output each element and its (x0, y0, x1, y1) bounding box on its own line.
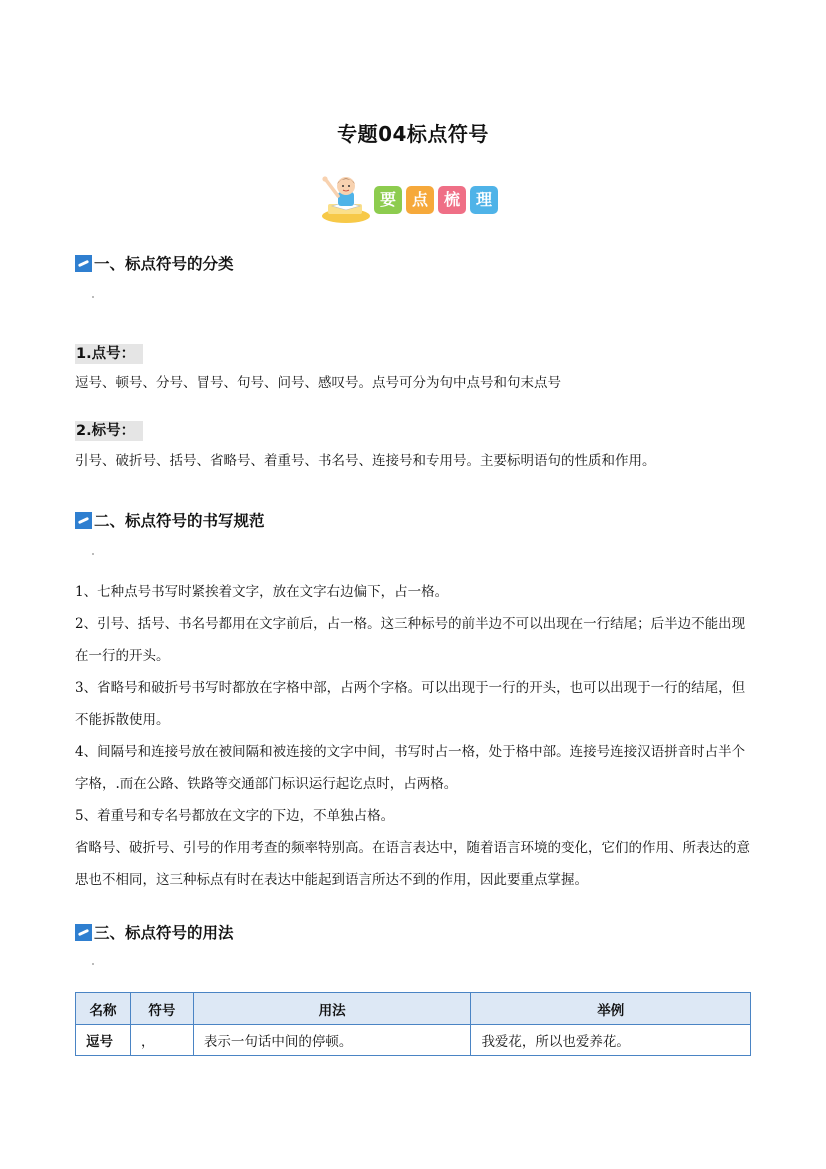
subsection-label: 1.点号： (75, 344, 143, 364)
divider-dot (92, 553, 94, 555)
section-3-heading (75, 921, 234, 943)
rules-list (75, 576, 755, 896)
cell-name: 逗号 (76, 1025, 131, 1056)
pen-icon (75, 512, 92, 529)
rule-paragraph: 5、着重号和专名号都放在文字的下边，不单独占格。 (75, 808, 395, 824)
table-header-row (76, 993, 751, 1025)
key-points-banner (318, 172, 508, 224)
rule-paragraph: 1、七种点号书写时紧挨着文字，放在文字右边偏下，占一格。 (75, 584, 449, 600)
subsection-text: 逗号、顿号、分号、冒号、句号、问号、感叹号。点号可分为句中点号和句末点号 (75, 375, 561, 391)
header-symbol: 符号 (130, 993, 193, 1025)
key-points-char-2: 点 (406, 186, 434, 214)
section-1-heading (75, 252, 234, 274)
cell-usage: 表示一句话中间的停顿。 (193, 1025, 471, 1056)
header-example: 举例 (471, 993, 751, 1025)
pen-icon (75, 255, 92, 272)
rule-paragraph: 3、省略号和破折号书写时都放在字格中部，占两个字格。可以出现于一行的开头，也可以出现于一行的结尾，但不能拆散使用。 (75, 680, 746, 728)
child-reading-icon (318, 172, 372, 224)
section-3-heading-text: 三、标点符号的用法 (94, 924, 234, 942)
header-name: 名称 (76, 993, 131, 1025)
section-2-heading-text: 二、标点符号的书写规范 (94, 512, 265, 530)
divider-dot (92, 296, 94, 298)
rule-paragraph: 4、间隔号和连接号放在被间隔和被连接的文字中间，书写时占一格，处于格中部。连接号连接汉语拼音时占半个字格，.而在公路、铁路等交通部门标识运行起讫点时，占两格。 (75, 744, 746, 792)
pen-icon (75, 924, 92, 941)
punctuation-usage-table (75, 992, 751, 1056)
header-usage: 用法 (193, 993, 471, 1025)
subsection-label: 2.标号： (75, 421, 143, 441)
subsection-text: 引号、破折号、括号、省略号、着重号、书名号、连接号和专用号。主要标明语句的性质和作用。 (75, 453, 656, 469)
cell-example: 我爱花，所以也爱养花。 (471, 1025, 751, 1056)
section-1-heading-text: 一、标点符号的分类 (94, 255, 234, 273)
divider-dot (92, 963, 94, 965)
document-title: 专题04标点符号 (337, 122, 489, 146)
rule-paragraph: 2、引号、括号、书名号都用在文字前后，占一格。这三种标号的前半边不可以出现在一行结尾；后半边不能出现在一行的开头。 (75, 616, 746, 664)
cell-symbol: ， (130, 1025, 193, 1056)
key-points-char-4: 理 (470, 186, 498, 214)
section-2-heading (75, 509, 265, 531)
key-points-char-1: 要 (374, 186, 402, 214)
rule-paragraph: 省略号、破折号、引号的作用考查的频率特别高。在语言表达中，随着语言环境的变化，它们的作用、所表达的意思也不相同，这三种标点有时在表达中能起到语言所达不到的作用，因此要重点掌握。 (75, 840, 750, 888)
key-points-char-3: 梳 (438, 186, 466, 214)
table-row (76, 1025, 751, 1056)
